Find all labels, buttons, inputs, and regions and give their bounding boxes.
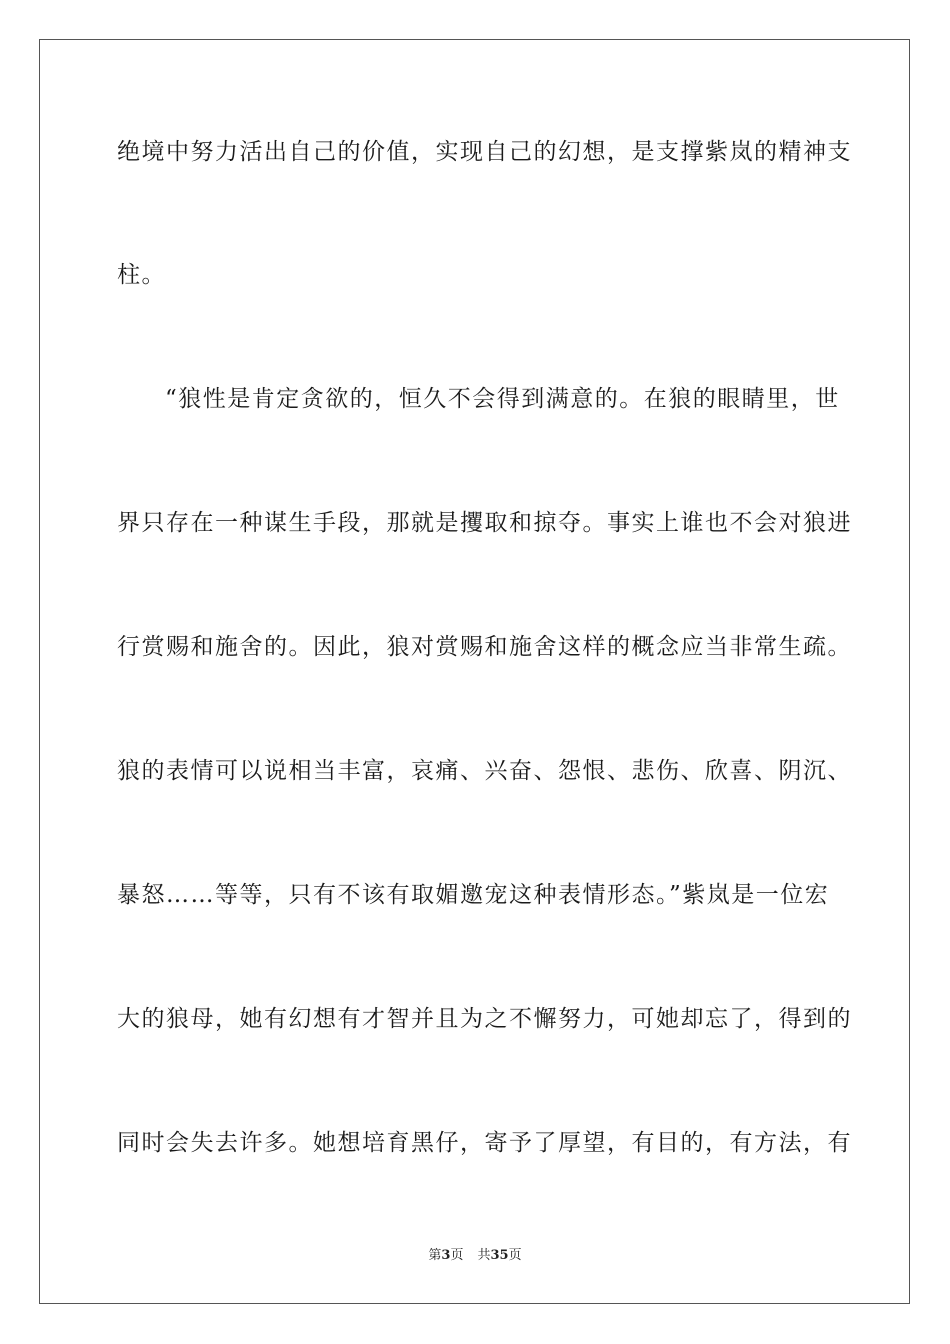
page-border bbox=[39, 39, 910, 1304]
text-line: “狼性是肯定贪欲的，恒久不会得到满意的。在狼的眼睛里，世 bbox=[165, 386, 840, 412]
text-line: 大的狼母，她有幻想有才智并且为之不懈努力，可她却忘了，得到的 bbox=[117, 1006, 852, 1032]
page-footer bbox=[0, 1247, 950, 1265]
text-line: 暴怒……等等，只有不该有取媚邀宠这种表情形态。”紫岚是一位宏 bbox=[117, 882, 830, 908]
text-line: 柱。 bbox=[117, 262, 166, 288]
text-line: 狼的表情可以说相当丰富，哀痛、兴奋、怨恨、悲伤、欣喜、阴沉、 bbox=[117, 758, 852, 784]
page-suffix: 页 bbox=[450, 1248, 464, 1263]
total-suffix: 页 bbox=[508, 1248, 522, 1263]
text-line: 界只存在一种谋生手段，那就是攫取和掠夺。事实上谁也不会对狼进 bbox=[117, 510, 852, 536]
page-number: 3 bbox=[441, 1248, 451, 1263]
text-line: 行赏赐和施舍的。因此，狼对赏赐和施舍这样的概念应当非常生疏。 bbox=[117, 634, 852, 660]
total-prefix: 共 bbox=[477, 1248, 491, 1263]
text-line: 同时会失去许多。她想培育黑仔，寄予了厚望，有目的，有方法，有 bbox=[117, 1130, 852, 1156]
page-prefix: 第 bbox=[428, 1248, 442, 1263]
total-pages: 35 bbox=[490, 1248, 509, 1263]
text-line: 绝境中努力活出自己的价值，实现自己的幻想，是支撑紫岚的精神支 bbox=[117, 139, 852, 165]
